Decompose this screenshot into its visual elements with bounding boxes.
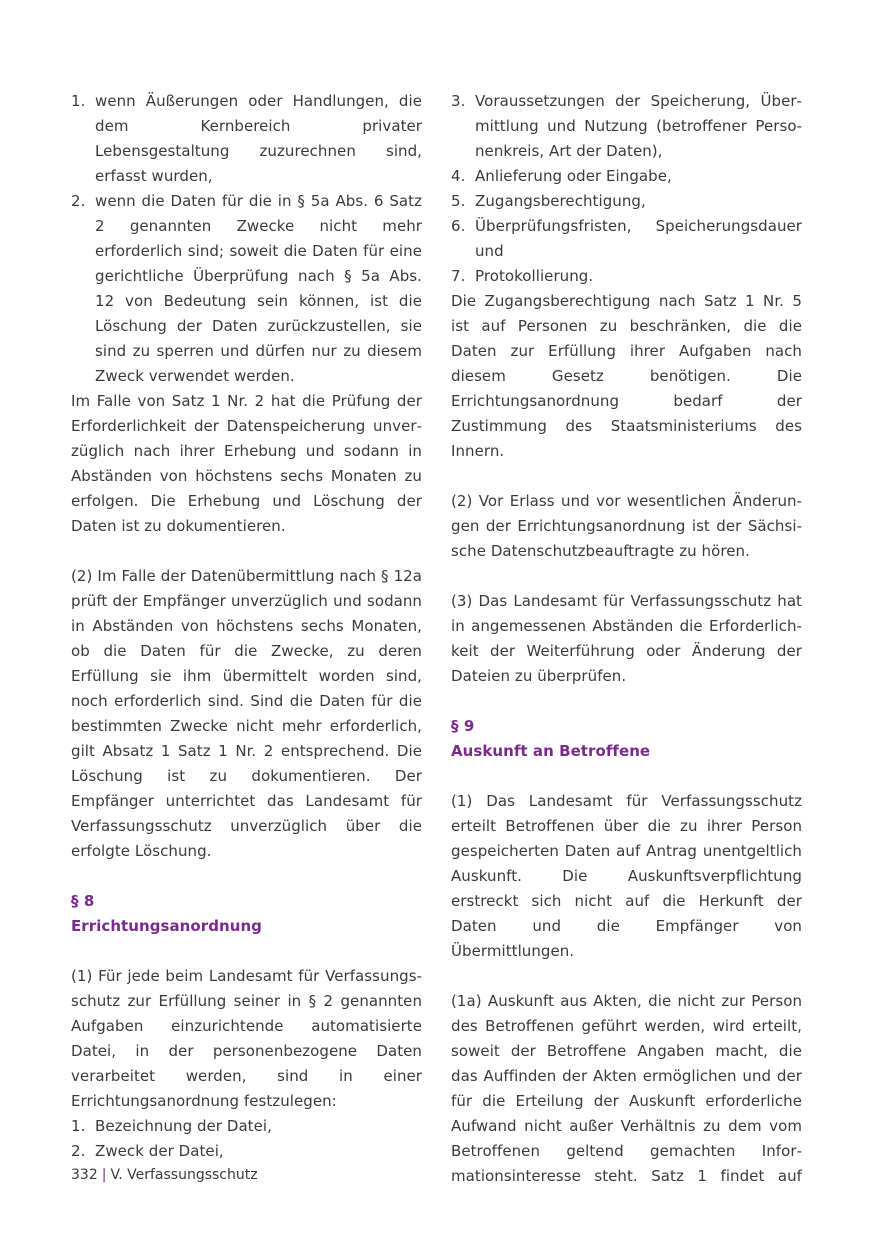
file-requirements-list [71, 1114, 422, 1164]
list-item [451, 264, 802, 289]
list-item [451, 214, 802, 264]
paragraph: (1) Für jede beim Landesamt für Verfassungsschutz zur Erfüllung seiner in § 2 genannten Aufgaben einzurichtende automatisierte Datei, in der personenbezogene Daten verarbeitet werden, sind in einer Errichtungsanordnung festzulegen: [71, 967, 422, 1110]
list-item-number: 1. [71, 1117, 86, 1135]
paragraph: (1) Das Landesamt für Verfassungsschutz erteilt Betroffenen über die zu ihrer Person gespeicherten Daten auf Antrag unentgeltlich Auskunft. Die Auskunftsverpflichtung erstreckt sich nicht auf die Herkunft der Daten und die Empfänger von Übermittlungen. [451, 792, 802, 960]
paragraph: (2) Vor Erlass und vor wesentlichen Änderungen der Errichtungsanordnung ist der Sächsische Datenschutzbeauftragte zu hören. [451, 492, 802, 560]
list-item-number: 5. [451, 192, 466, 210]
paragraph: Die Zugangsberechtigung nach Satz 1 Nr. 5 ist auf Personen zu beschränken, die die Daten zur Erfüllung ihrer Aufgaben nach diesem Gesetz benötigen. Die Errichtungsanordnung bedarf der Zustimmung des Staatsministeriums des Innern. [451, 292, 802, 460]
footer-separator: | [101, 1167, 107, 1183]
section-9-number: § 9 [451, 717, 475, 735]
paragraph: (1a) Auskunft aus Akten, die nicht zur Person des Betroffenen geführt werden, wird erteilt, soweit der Betroffene Angaben macht, die das Auffinden der Akten ermöglichen und der für die Erteilung der Auskunft erforderliche Aufwand nicht außer Verhältnis zu dem vom Betroffenen geltend gemachten Informationsinteresse steht. Satz 1 findet auf [451, 992, 802, 1185]
list-item [451, 164, 802, 189]
list-item-text: wenn Äußerungen oder Handlungen, die dem Kernbereich privater Lebensgestaltung zuzurechnen sind, erfasst wurden, [95, 92, 422, 185]
right-column [451, 89, 802, 1189]
list-item-text: Anlieferung oder Eingabe, [475, 167, 672, 185]
page-number: 332 [71, 1167, 98, 1183]
list-item [451, 89, 802, 164]
list-item [71, 89, 422, 189]
file-requirements-list-continued [451, 89, 802, 289]
list-item-number: 2. [71, 192, 86, 210]
paragraph: Im Falle von Satz 1 Nr. 2 hat die Prüfung der Erforderlichkeit der Datenspeicherung unverzüglich nach ihrer Erhebung und sodann in Abständen von höchstens sechs Monaten zu erfolgen. Die Erhebung und Löschung der Daten ist zu dokumentieren. [71, 392, 422, 535]
section-8-number: § 8 [71, 892, 95, 910]
section-9-title: Auskunft an Betroffene [451, 742, 651, 760]
list-item-text: Zweck der Datei, [95, 1142, 224, 1160]
list-item-number: 7. [451, 267, 466, 285]
list-item [71, 1114, 422, 1139]
paragraph: (2) Im Falle der Datenübermittlung nach § 12a prüft der Empfänger unverzüglich und sodann in Abständen von höchstens sechs Monaten, ob die Daten für die Zwecke, zu deren Erfüllung sie ihm übermittelt worden sind, noch erforderlich sind. Sind die Daten für die bestimmten Zwecke nicht mehr erforderlich, gilt Absatz 1 Satz 1 Nr. 2 entsprechend. Die Löschung ist zu dokumentieren. Der Empfänger unterrichtet das Landesamt für Verfassungsschutz unverzüglich über die erfolgte Löschung. [71, 567, 422, 860]
list-item [451, 189, 802, 214]
list-item-number: 2. [71, 1142, 86, 1160]
list-item-number: 3. [451, 92, 466, 110]
paragraph: (3) Das Landesamt für Verfassungsschutz hat in angemessenen Abständen die Erforderlichkeit der Weiterführung oder Änderung der Dateien zu überprüfen. [451, 592, 802, 685]
list-item-text: Bezeichnung der Datei, [95, 1117, 272, 1135]
list-item [71, 1139, 422, 1164]
list-item-text: Überprüfungsfristen, Speicherungsdauer und [475, 217, 802, 260]
list-item-number: 4. [451, 167, 466, 185]
list-item-text: Protokollierung. [475, 267, 594, 285]
page-footer [71, 1164, 258, 1186]
chapter-title: V. Verfassungsschutz [110, 1167, 258, 1183]
list-item-text: Zugangsberechtigung, [475, 192, 646, 210]
list-item [71, 189, 422, 389]
section-8-title: Errichtungsanordnung [71, 917, 262, 935]
list-item-number: 6. [451, 217, 466, 235]
list-item-text: Voraussetzungen der Speicherung, Übermittlung und Nutzung (betroffener Personenkreis, Art der Daten), [475, 92, 802, 160]
list-item-text: wenn die Daten für die in § 5a Abs. 6 Satz 2 genannten Zwecke nicht mehr erforderlich sind; soweit die Daten für eine gerichtliche Überprüfung nach § 5a Abs. 12 von Bedeutung sein können, ist die Löschung der Daten zurückzustellen, sie sind zu sperren und dürfen nur zu diesem Zweck verwendet werden. [95, 192, 422, 385]
deletion-conditions-list [71, 89, 422, 389]
list-item-number: 1. [71, 92, 86, 110]
left-column [71, 89, 422, 1164]
